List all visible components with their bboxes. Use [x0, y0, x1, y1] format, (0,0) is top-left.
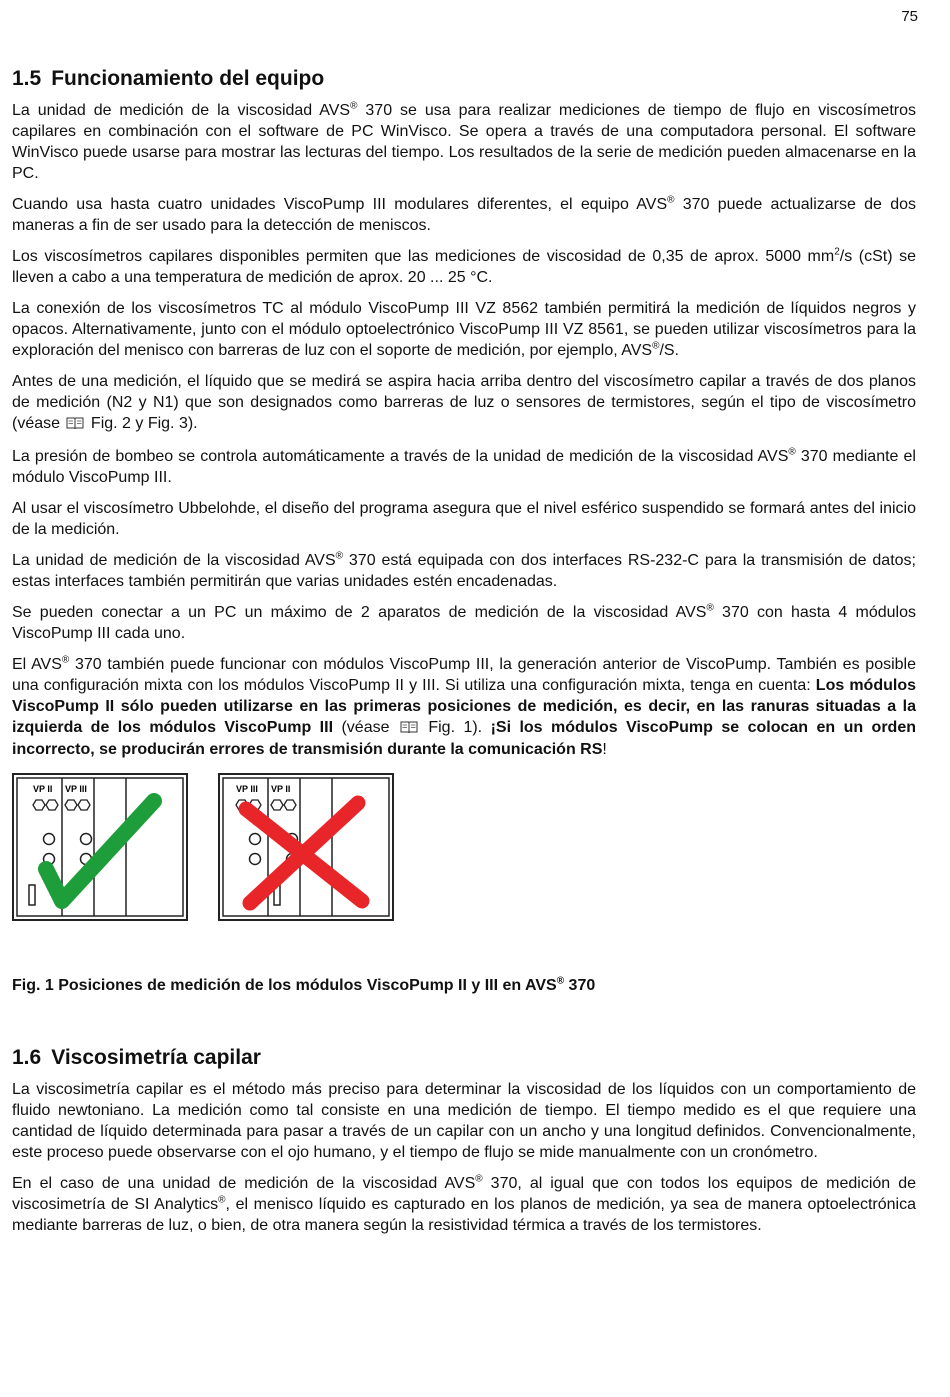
paragraph: En el caso de una unidad de medición de la viscosidad AVS® 370, al igual que con todos los equipos de medición de viscosimetría de SI Analytics®, el menisco líquido es capturado en los planos de medición, ya sea de manera optoelectrónica mediante barreras de luz, o bien, de otra manera según la resistividad térmica a través de los termistores. — [12, 1173, 916, 1234]
paragraph: La unidad de medición de la viscosidad AVS® 370 se usa para realizar mediciones de tiempo de flujo en viscosímetros capilares en combinación con el software de PC WinVisco. Se opera a través de una computadora personal. El software WinVisco puede usarse para mostrar las lecturas del tiempo. Los resultados de la serie de medición pueden almacenarse en la PC. — [12, 100, 917, 182]
vp-ii-label: VP II — [271, 784, 291, 795]
book-reference-icon — [66, 416, 84, 437]
paragraph: Los viscosímetros capilares disponibles permiten que las mediciones de viscosidad de 0,35 de aprox. 5000 $mm^2/s$ (cSt) se lleven a cabo a una temperatura de medición de aprox. 20 ... 25 °C. — [12, 246, 916, 286]
section-heading-1-5 — [12, 66, 916, 91]
section-title: Viscosimetría capilar — [51, 1046, 261, 1070]
section-title: Funcionamiento del equipo — [51, 67, 325, 90]
paragraph: La unidad de medición de la viscosidad AVS® 370 está equipada con dos interfaces RS-232-C para la transmisión de datos; estas interfaces también permitirán que varias unidades estén encadenadas. — [12, 550, 916, 590]
section-number: 1.6 — [12, 1046, 42, 1070]
figure-caption: Fig. 1 Posiciones de medición de los módulos ViscoPump II y III en AVS® 370 — [12, 975, 596, 995]
section-1-6 — [12, 1045, 916, 1236]
book-reference-icon — [400, 720, 418, 741]
paragraph: La presión de bombeo se controla automáticamente a través de la unidad de medición de la viscosidad AVS® 370 mediante el módulo ViscoPump III. — [12, 446, 916, 486]
paragraph: Cuando usa hasta cuatro unidades ViscoPump III modulares diferentes, el equipo AVS® 370 puede actualizarse de dos maneras a fin de ser usado para la detección de meniscos. — [12, 194, 916, 234]
paragraph: La viscosimetría capilar es el método más preciso para determinar la viscosidad de los líquidos con un comportamiento de fluido newtoniano. La medición como tal consiste en una medición de tiempo. El tiempo medido es el que requiere una cantidad de líquido determinada para pasar a través de un capilar con un ancho y una longitud definidos. Convencionalmente, este proceso puede observarse con el ojo humano, y el tiempo de flujo se mide manualmente con un cronómetro. — [12, 1081, 916, 1161]
figure-1 — [12, 773, 916, 931]
section-heading-1-6 — [12, 1045, 916, 1070]
paragraph: Antes de una medición, el líquido que se medirá se aspira hacia arriba dentro del viscosímetro capilar a través de dos planos de medición (N2 y N1) que son designados como barreras de luz o sensores de termistores, según el tipo de viscosímetro (véase Fig. 2 y Fig. 3). — [12, 372, 916, 436]
page-number: 75 — [901, 8, 918, 25]
vp-ii-label: VP II — [33, 784, 53, 795]
paragraph: La conexión de los viscosímetros TC al módulo ViscoPump III VZ 8562 también permitirá la medición de líquidos negros y opacos. Alternativamente, junto con el módulo optoelectrónico ViscoPump III VZ 8561, se pueden utilizar viscosímetros para la exploración del menisco con barreras de luz con el soporte de medición, por ejemplo, AVS®/S. — [12, 300, 916, 359]
paragraph: Al usar el viscosímetro Ubbelohde, el diseño del programa asegura que el nivel esférico suspendido se formará antes del inicio de la medición. — [12, 499, 916, 538]
wrong-order-illustration — [218, 773, 394, 921]
vp-iii-label: VP III — [236, 784, 258, 795]
paragraph: El AVS® 370 también puede funcionar con módulos ViscoPump III, la generación anterior de ViscoPump. También es posible una configuración mixta con los módulos ViscoPump II y III. Si utiliza una configuración mixta, tenga en cuenta: Los módulos ViscoPump II sólo pueden utilizarse en las primeras posiciones de medición, es decir, en las ranuras situadas a la izquierda de los módulos ViscoPump III (véase Fig. 1). ¡Si los módulos ViscoPump se colocan en un orden incorrecto, se producirán errores de transmisión durante la comunicación RS! — [12, 654, 917, 759]
section-number: 1.5 — [12, 67, 42, 90]
paragraph: Se pueden conectar a un PC un máximo de 2 aparatos de medición de la viscosidad AVS® 370 con hasta 4 módulos ViscoPump III cada uno. — [12, 602, 916, 642]
page-content — [12, 66, 916, 1247]
vp-iii-label: VP III — [65, 784, 87, 795]
correct-order-illustration — [12, 773, 188, 921]
